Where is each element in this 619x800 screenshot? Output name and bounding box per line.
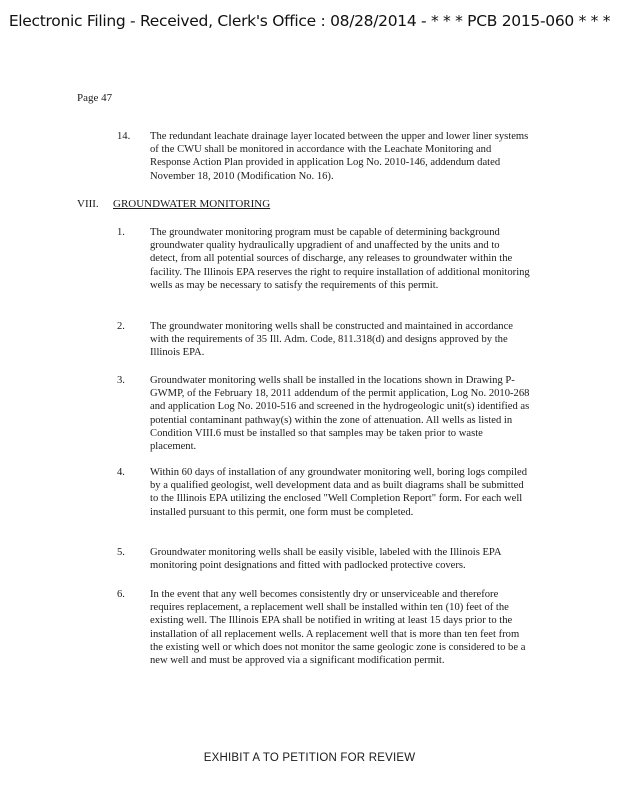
condition-text: The groundwater monitoring wells shall be constructed and maintained in accordance with the requirements of 35 Ill. Adm. Code, 811.318(d) and designs approved by the Illinois EPA. xyxy=(150,321,514,359)
section-numeral: VIII. xyxy=(77,198,99,210)
condition-text: Groundwater monitoring wells shall be installed in the locations shown in Drawing P-GWMP, of the February 18, 2011 addendum of the permit application, Log No. 2010-268 and application Log No. 2010-516 and screened in the hydrogeologic unit(s) identified as potential contaminant pathway(s) within the zone of attenuation. All wells as listed in Condition VIII.6 must be installed so that samples may be taken prior to waste placement. xyxy=(150,375,530,453)
condition-text: In the event that any well becomes consistently dry or unserviceable and therefore requires replacement, a replacement well shall be installed within ten (10) feet of the existing well. The Illinois EPA shall be notified in writing at least 15 days prior to the installation of all replacement wells. A replacement well that is more than ten feet from the existing well or which does not monitor the same geologic zone is considered to be a new well and must be approved via a significant modification permit. xyxy=(150,589,526,667)
exhibit-footer: EXHIBIT A TO PETITION FOR REVIEW xyxy=(203,752,416,764)
condition-text: Groundwater monitoring wells shall be easily visible, labeled with the Illinois EPA monitoring point designations and fitted with padlocked protective covers. xyxy=(150,547,501,572)
condition-number: 6. xyxy=(117,589,125,600)
condition-text: The groundwater monitoring program must be capable of determining background groundwater quality hydraulically upgradient of and unaffected by the units and to detect, from all potential sources of discharge, any releases to groundwater within the facility. The Illinois EPA reserves the right to require installation of additional monitoring wells as may be necessary to satisfy the requirements of this permit. xyxy=(150,227,530,291)
condition-number: 5. xyxy=(117,547,125,558)
filing-stamp-header: Electronic Filing - Received, Clerk's Office : 08/28/2014 - * * * PCB 2015-060 * * * xyxy=(8,12,611,30)
section-title: GROUNDWATER MONITORING xyxy=(113,198,271,210)
condition-number: 1. xyxy=(117,227,125,238)
condition-text: The redundant leachate drainage layer located between the upper and lower liner systems of the CWU shall be monitored in accordance with the Leachate Monitoring and Response Action Plan provided in application Log No. 2010-146, addendum dated November 18, 2010 (Modification No. 16). xyxy=(150,131,529,182)
condition-text: Within 60 days of installation of any groundwater monitoring well, boring logs compiled by a qualified geologist, well development data and as built diagrams shall be submitted to the Illinois EPA utilizing the enclosed "Well Completion Report" form. For each well installed pursuant to this permit, one form must be completed. xyxy=(150,467,528,518)
condition-number: 2. xyxy=(117,321,125,332)
condition-number: 4. xyxy=(117,467,125,478)
condition-number: 3. xyxy=(117,375,125,386)
page-number: Page 47 xyxy=(77,92,113,104)
condition-number: 14. xyxy=(117,131,131,142)
